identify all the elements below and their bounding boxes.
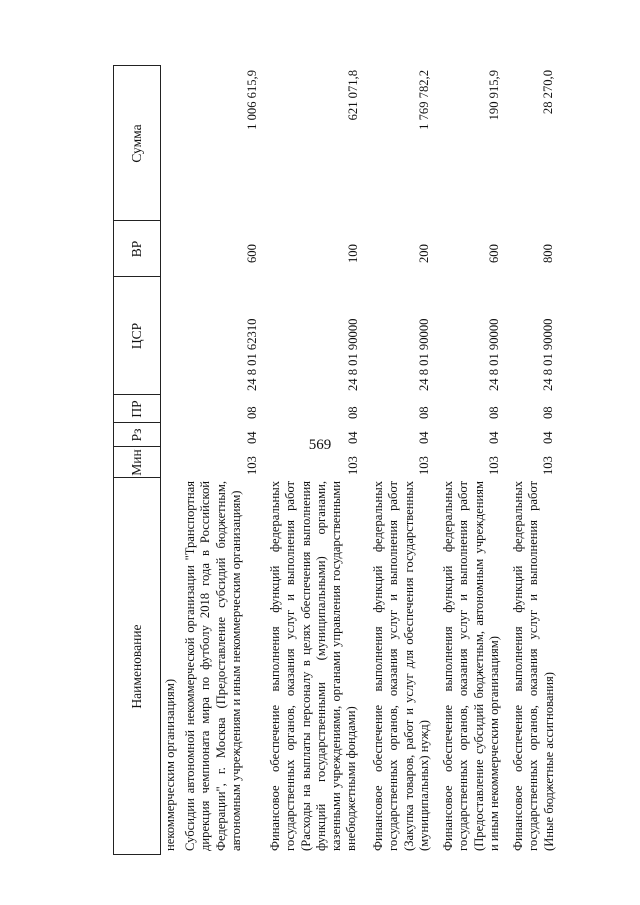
row-min: 103 xyxy=(541,456,555,475)
row-csr: 24 8 01 90000 xyxy=(487,318,501,391)
row-pr: 08 xyxy=(245,406,259,419)
row-min: 103 xyxy=(346,456,360,475)
row-pr: 08 xyxy=(417,406,431,419)
row-min: 103 xyxy=(417,456,431,475)
row-csr: 24 8 01 90000 xyxy=(541,318,555,391)
row-name: Финансовое обеспечение выполнения функций федеральных государственных органов, оказания услуг и выполнения работ (Расходы на выплаты персоналу в целях обеспечения выполнения функций государственными (муниципальными) органами, казенными учреждениями, органами управления государственными внебюджетными фондами) xyxy=(268,481,359,851)
budget-table xyxy=(113,65,556,855)
header-pr: ПР xyxy=(128,400,144,418)
row-rz: 04 xyxy=(541,431,555,444)
row-sum: 190 915,9 xyxy=(487,70,501,121)
header-sum: Сумма xyxy=(128,124,144,163)
header-min: Мин xyxy=(128,449,144,476)
row-rz: 04 xyxy=(346,431,360,444)
row-vr: 100 xyxy=(346,244,360,263)
row-sum: 1 769 782,2 xyxy=(417,70,431,130)
rotated-table-area xyxy=(113,65,556,855)
row-csr: 24 8 01 90000 xyxy=(417,318,431,391)
row-csr: 24 8 01 62310 xyxy=(245,318,259,391)
row-pr: 08 xyxy=(541,406,555,419)
header-bottom-border xyxy=(160,65,161,855)
row-sum: 1 006 615,9 xyxy=(245,70,259,130)
row-name: Финансовое обеспечение выполнения функций федеральных государственных органов, оказания услуг и выполнения работ (Иные бюджетные ассигнования) xyxy=(511,481,556,851)
header-csr: ЦСР xyxy=(128,322,144,350)
row-csr: 24 8 01 90000 xyxy=(346,318,360,391)
row-pr: 08 xyxy=(346,406,360,419)
header-rz: Рз xyxy=(128,428,144,442)
row-rz: 04 xyxy=(487,431,501,444)
page-number: 569 xyxy=(308,437,332,453)
row-vr: 600 xyxy=(245,244,259,263)
row-vr: 800 xyxy=(541,244,555,263)
row-sum: 621 071,8 xyxy=(346,70,360,121)
continuation-text: некоммерческим организациям) xyxy=(163,678,177,851)
header-vr: ВР xyxy=(128,240,144,258)
row-name: Финансовое обеспечение выполнения функций федеральных государственных органов, оказания услуг и выполнения работ (Закупка товаров, работ и услуг для обеспечения государственных (муниципальных) нужд) xyxy=(371,481,431,851)
row-min: 103 xyxy=(487,456,501,475)
row-pr: 08 xyxy=(487,406,501,419)
row-name: Субсидии автономной некоммерческой организации "Транспортная дирекция чемпионата мира по футболу 2018 года в Российской Федерации", г. Москва (Предоставление субсидий бюджетным, автономным учреждениям и иным некоммерческим организациям) xyxy=(183,481,243,851)
row-name: Финансовое обеспечение выполнения функций федеральных государственных органов, оказания услуг и выполнения работ (Предоставление субсидий бюджетным, автономным учреждениям и иным некоммерческим организациям) xyxy=(441,481,501,851)
row-rz: 04 xyxy=(245,431,259,444)
header-name: Наименование xyxy=(128,624,144,709)
row-vr: 600 xyxy=(487,244,501,263)
row-rz: 04 xyxy=(417,431,431,444)
row-min: 103 xyxy=(245,456,259,475)
row-sum: 28 270,0 xyxy=(541,70,555,115)
row-vr: 200 xyxy=(417,244,431,263)
